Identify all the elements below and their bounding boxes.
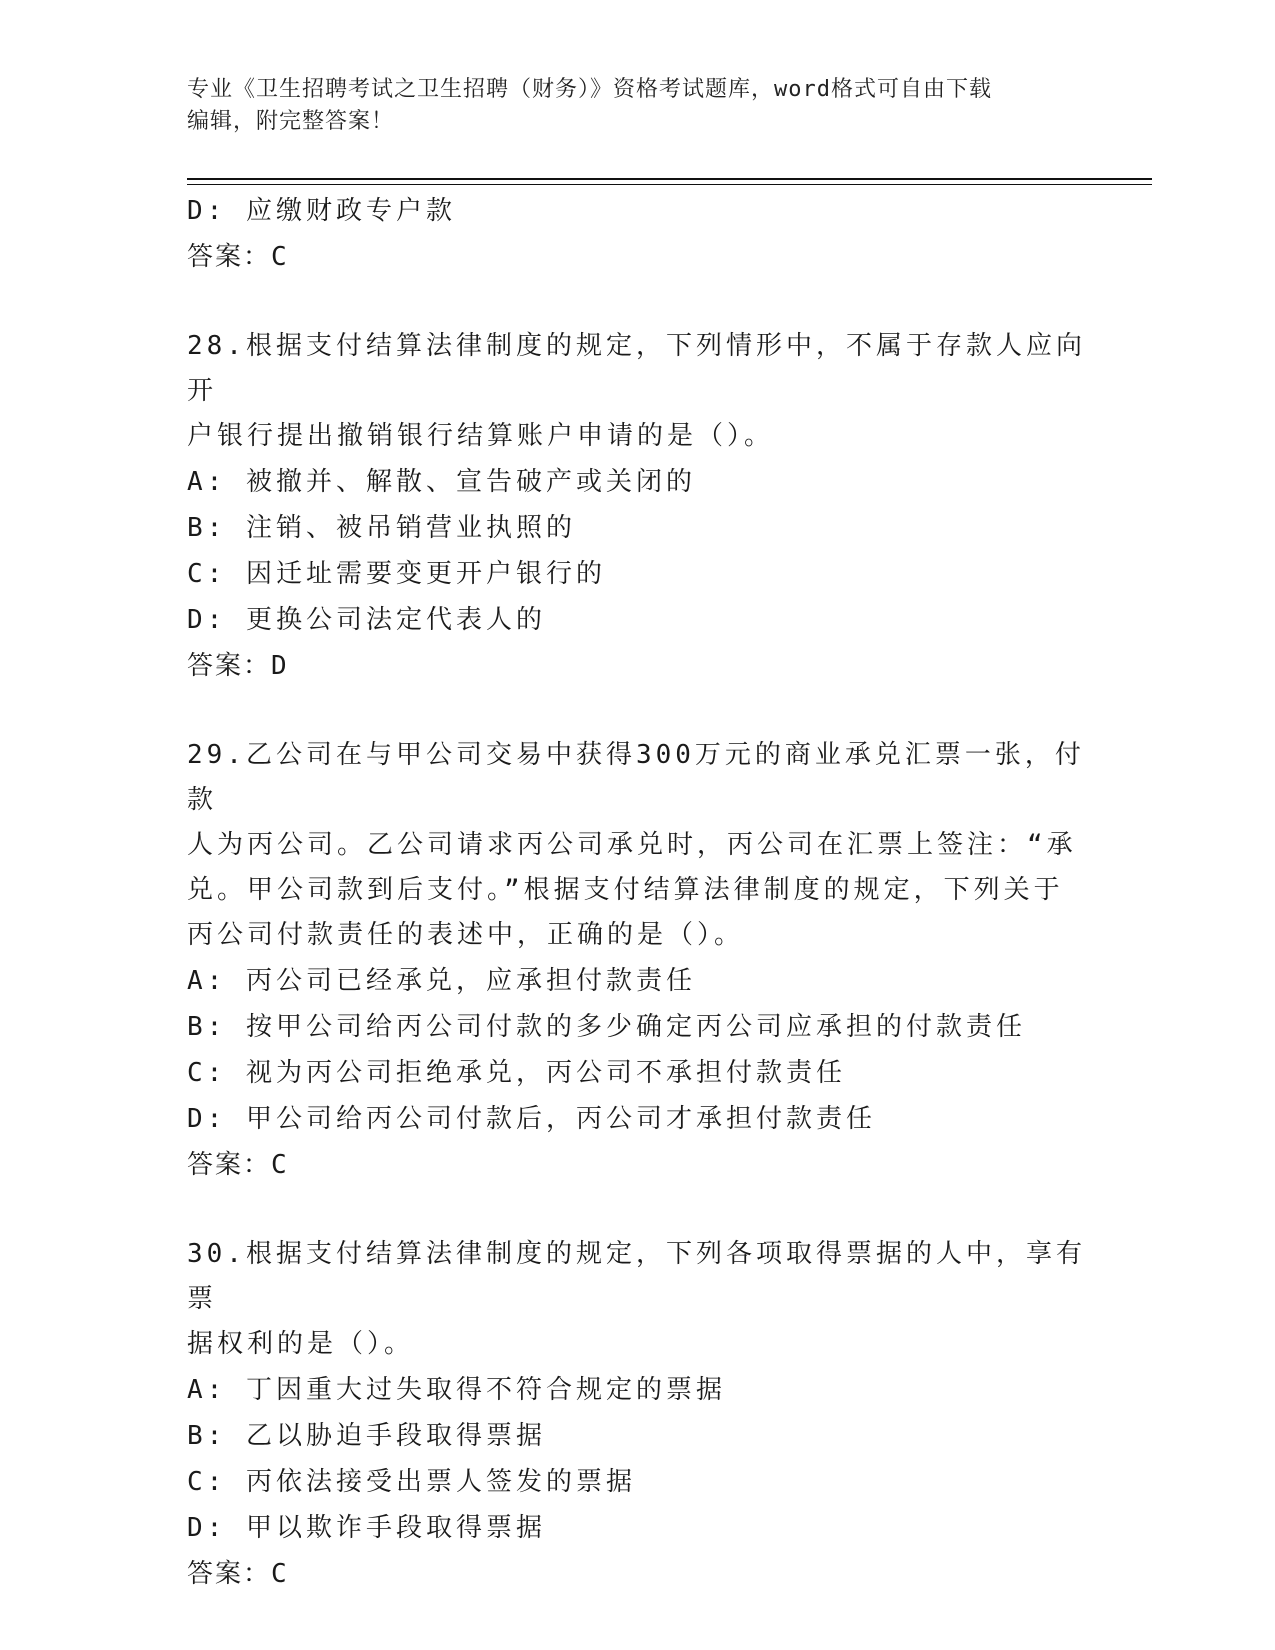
question-text	[187, 733, 1087, 958]
question-text	[187, 1232, 1087, 1367]
option-b: B: 注销、被吊销营业执照的	[187, 513, 576, 543]
option-d: D: 甲以欺诈手段取得票据	[187, 1513, 546, 1543]
question-28	[187, 324, 1087, 689]
option-b: B: 乙以胁迫手段取得票据	[187, 1421, 546, 1451]
option-d: D: 甲公司给丙公司付款后，丙公司才承担付款责任	[187, 1104, 876, 1134]
option-c: C: 丙依法接受出票人签发的票据	[187, 1467, 636, 1497]
header-rule-thick	[187, 178, 1152, 180]
header-line-1: 专业《卫生招聘考试之卫生招聘（财务）》资格考试题库，word格式可自由下载	[187, 77, 992, 102]
question-text-line: 28.根据支付结算法律制度的规定，下列情形中，不属于存款人应向开	[187, 331, 1086, 406]
document-body	[187, 188, 1087, 1597]
question-text-line: 30.根据支付结算法律制度的规定，下列各项取得票据的人中，享有票	[187, 1239, 1086, 1314]
question-text-line: 29.乙公司在与甲公司交易中获得300万元的商业承兑汇票一张，付款	[187, 740, 1085, 815]
header-rule-thin	[187, 184, 1152, 185]
option-d: D: 应缴财政专户款	[187, 196, 456, 226]
option-c: C: 因迁址需要变更开户银行的	[187, 559, 606, 589]
header-line-2: 编辑，附完整答案！	[187, 109, 395, 134]
question-text-line: 户银行提出撤销银行结算账户申请的是（）。	[187, 421, 775, 451]
answer: 答案：C	[187, 242, 289, 272]
question-text-line: 据权利的是（）。	[187, 1329, 415, 1359]
answer: 答案：C	[187, 1150, 289, 1180]
option-a: A: 被撤并、解散、宣告破产或关闭的	[187, 467, 696, 497]
question-text	[187, 324, 1087, 459]
question-text-line: 丙公司付款责任的表述中，正确的是（）。	[187, 920, 745, 950]
answer: 答案：C	[187, 1559, 289, 1589]
document-header	[187, 74, 1067, 138]
option-a: A: 丁因重大过失取得不符合规定的票据	[187, 1375, 726, 1405]
option-d: D: 更换公司法定代表人的	[187, 605, 546, 635]
question-30	[187, 1232, 1087, 1597]
previous-question-tail	[187, 188, 1087, 280]
question-text-line: 人为丙公司。乙公司请求丙公司承兑时，丙公司在汇票上签注：“承	[187, 830, 1077, 860]
answer: 答案：D	[187, 651, 289, 681]
option-a: A: 丙公司已经承兑，应承担付款责任	[187, 966, 696, 996]
question-text-line: 兑。甲公司款到后支付。”根据支付结算法律制度的规定，下列关于	[187, 875, 1064, 905]
option-c: C: 视为丙公司拒绝承兑，丙公司不承担付款责任	[187, 1058, 846, 1088]
option-b: B: 按甲公司给丙公司付款的多少确定丙公司应承担的付款责任	[187, 1012, 1026, 1042]
question-29	[187, 733, 1087, 1188]
